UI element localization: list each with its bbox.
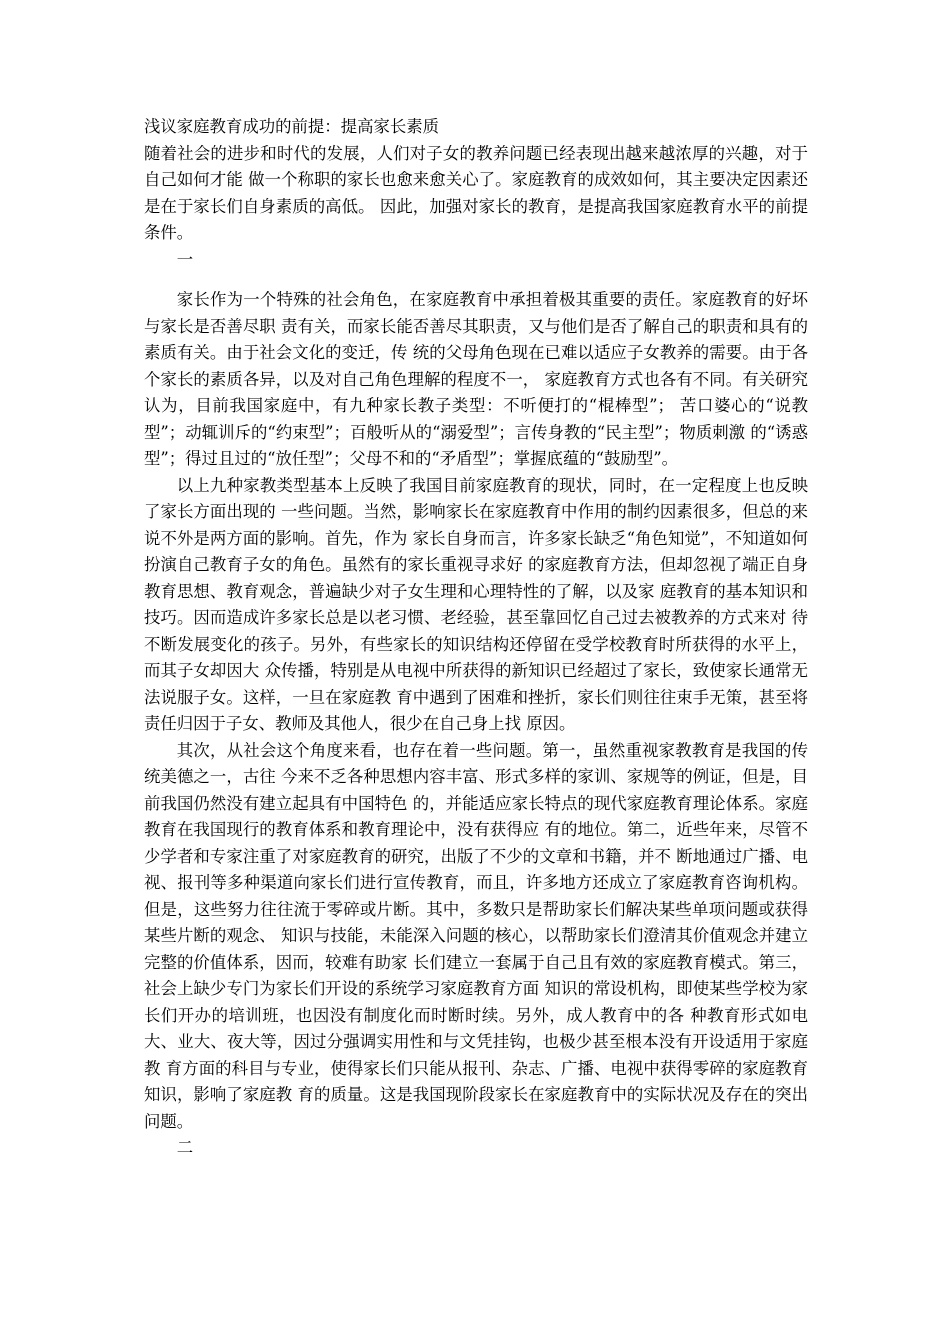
document-title: 浅议家庭教育成功的前提：提高家长素质 — [144, 117, 440, 136]
section-two-heading: 二 — [176, 1138, 194, 1157]
document-page — [144, 114, 808, 1162]
section-one-heading: 一 — [176, 249, 194, 269]
section-spacer — [144, 273, 808, 287]
body-paragraph-1: 家长作为一个特殊的社会角色，在家庭教育中承担着极其重要的责任。家庭教育的好坏与家长是否善尽职 责有关，而家长能否善尽其职责，又与他们是否了解自己的职责和具有的素质有关。由于社会文化的变迁，传 统的父母角色现在已难以适应子女教养的需要。由于各个家长的素质各异，以及对自己角色理解的程度不一， 家庭教育方式也各有不同。有关研究认为，目前我国家庭中，有九种家长教子类型：不听便打的“棍棒型”； 苦口婆心的“说教型”；动辄训斥的“约束型”；百般听从的“溺爱型”；言传身教的“民主型”；物质刺激 的“诱惑型”；得过且过的“放任型”；父母不和的“矛盾型”；掌握底蕴的“鼓励型”。 — [144, 290, 808, 468]
body-paragraph-3: 其次，从社会这个角度来看，也存在着一些问题。第一，虽然重视家教教育是我国的传统美德之一，古往 今来不乏各种思想内容丰富、形式多样的家训、家规等的例证，但是，目前我国仍然没有建立起具有中国特色 的，并能适应家长特点的现代家庭教育理论体系。家庭教育在我国现行的教育体系和教育理论中，没有获得应 有的地位。第二，近些年来，尽管不少学者和专家注重了对家庭教育的研究，出版了不少的文章和书籍，并不 断地通过广播、电视、报刊等多种渠道向家长们进行宣传教育，而且，许多地方还成立了家庭教育咨询机构。但是，这些努力往往流于零碎或片断。其中，多数只是帮助家长们解决某些单项问题或获得某些片断的观念、 知识与技能，未能深入问题的核心，以帮助家长们澄清其价值观念并建立完整的价值体系，因而，较难有助家 长们建立一套属于自己且有效的家庭教育模式。第三，社会上缺少专门为家长们开设的系统学习家庭教育方面 知识的常设机构，即使某些学校为家长们开办的培训班，也因没有制度化而时断时续。另外，成人教育中的各 种教育形式如电大、业大、夜大等，因过分强调实用性和与文凭挂钩，也极少甚至根本没有开设适用于家庭教 育方面的科目与专业，使得家长们只能从报刊、杂志、广播、电视中获得零碎的家庭教育知识，影响了家庭教 育的质量。这是我国现阶段家长在家庭教育中的实际状况及存在的突出问题。 — [144, 740, 808, 1131]
body-paragraph-2: 以上九种家教类型基本上反映了我国目前家庭教育的现状，同时，在一定程度上也反映了家长方面出现的 一些问题。当然，影响家长在家庭教育中作用的制约因素很多，但总的来说不外是两方面的影响。首先，作为 家长自身而言，许多家长缺乏“角色知觉”，不知道如何扮演自己教育子女的角色。虽然有的家长重视寻求好 的家庭教育方法，但却忽视了端正自身教育思想、教育观念，普遍缺少对子女生理和心理特性的了解，以及家 庭教育的基本知识和技巧。因而造成许多家长总是以老习惯、老经验，甚至靠回忆自己过去被教养的方式来对 待不断发展变化的孩子。另外，有些家长的知识结构还停留在受学校教育时所获得的水平上，而其子女却因大 众传播，特别是从电视中所获得的新知识已经超过了家长，致使家长通常无法说服子女。这样，一旦在家庭教 育中遇到了困难和挫折，家长们则往往束手无策，甚至将责任归因于子女、教师及其他人，很少在自己身上找 原因。 — [144, 475, 808, 733]
intro-paragraph: 随着社会的进步和时代的发展，人们对子女的教养问题已经表现出越来越浓厚的兴趣，对于自己如何才能 做一个称职的家长也愈来愈关心了。家庭教育的成效如何，其主要决定因素还是在于家长们自身素质的高低。 因此，加强对家长的教育，是提高我国家庭教育水平的前提条件。 — [144, 143, 808, 242]
